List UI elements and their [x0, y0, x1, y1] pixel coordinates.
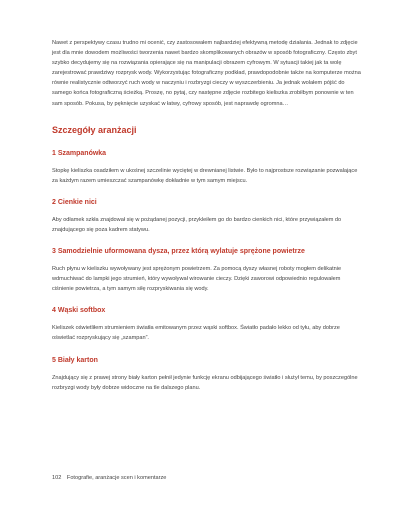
page-footer [52, 474, 166, 482]
page-body [52, 38, 362, 405]
section-2-title: 2 Cienkie nici [52, 198, 97, 206]
section-1 [52, 149, 362, 186]
section-heading: Szczegóły aranżacji [52, 124, 137, 135]
section-4-title: 4 Wąski softbox [52, 307, 106, 315]
section-5-text: Znajdujący się z prawej strony biały karton pełnił jedynie funkcję ekranu odbijającego światło i służył temu, by poszczególne rozbryzgi wody były dobrze widoczne na tle dalszego planu. [52, 374, 358, 391]
section-4-text: Kieliszek oświetliłem strumieniem światła emitowanym przez wąski softbox. Światło padało lekko od tyłu, aby dobrze oświetlać rozpryskujący się „szampan”. [52, 325, 340, 342]
section-3-title: 3 Samodzielnie uformowana dysza, przez którą wylatuje sprężone powietrze [52, 248, 305, 256]
running-title: Fotografie, aranżacje scen i komentarze [66, 475, 167, 481]
section-4 [52, 306, 362, 343]
section-2 [52, 198, 362, 235]
section-1-title: 1 Szampanówka [52, 149, 107, 157]
page-number: 102 [52, 475, 62, 481]
section-1-text: Stopkę kieliszka osadziłem w ukośnej szczelinie wyciętej w drewnianej listwie. Było to najprostsze rozwiązanie pozwalające za każdym razem umieszczać szampanówkę dokładnie w tym samym miejscu. [52, 167, 358, 184]
section-2-text: Aby odłamek szkła znajdował się w pożądanej pozycji, przykleiłem go do bardzo cienkich nici, które przywiązałem do znajdującego się poza kadrem statywu. [52, 216, 342, 233]
section-3-text: Ruch płynu w kieliszku wywoływany jest sprężonym powietrzem. Za pomocą dyszy własnej roboty mogłem delikatnie wdmuchiwać do lampki jego strumień, który wywoływał wirowanie cieczy. Dzięki zaworowi odpowiednio regulowałem ciśnienie powietrza, a tym samym siłę rozpryskiwania się wody. [52, 266, 342, 293]
intro-paragraph: Nawet z perspektywy czasu trudno mi ocenić, czy zastosowałem najbardziej efektywną metodę działania. Jednak to zdjęcie jest dla mnie dowodem możliwości tworzenia nawet bardzo skomplikowanych obrazów w sposób fotograficzny. Często zbyt szybko decydujemy się na rozwiązania opierające się na manipulacji obrazem cyfrowym. W sytuacji takiej jak ta wolę zarejestrować prawdziwy rozprysk wody. Wykorzystując fotograficzny podkład, prawdopodobnie także na komputerze można równie realistycznie odtworzyć ruch wody w naczyniu i rozbryzgi cieczy w wyszczerbieniu. Ja jednak wolałem pójść do samego końca fotograficzną ścieżką. Proszę, no pytaj, czy następne zdjęcie rozbitego kieliszka zrobiłbym ponownie w ten sam sposób. Pokusa, by pęknięcie uzyskać w łatwy, cyfrowy sposób, jest naprawdę ogromna… [52, 40, 361, 107]
section-5 [52, 356, 362, 393]
section-5-title: 5 Biały karton [52, 356, 98, 364]
section-3 [52, 247, 362, 294]
